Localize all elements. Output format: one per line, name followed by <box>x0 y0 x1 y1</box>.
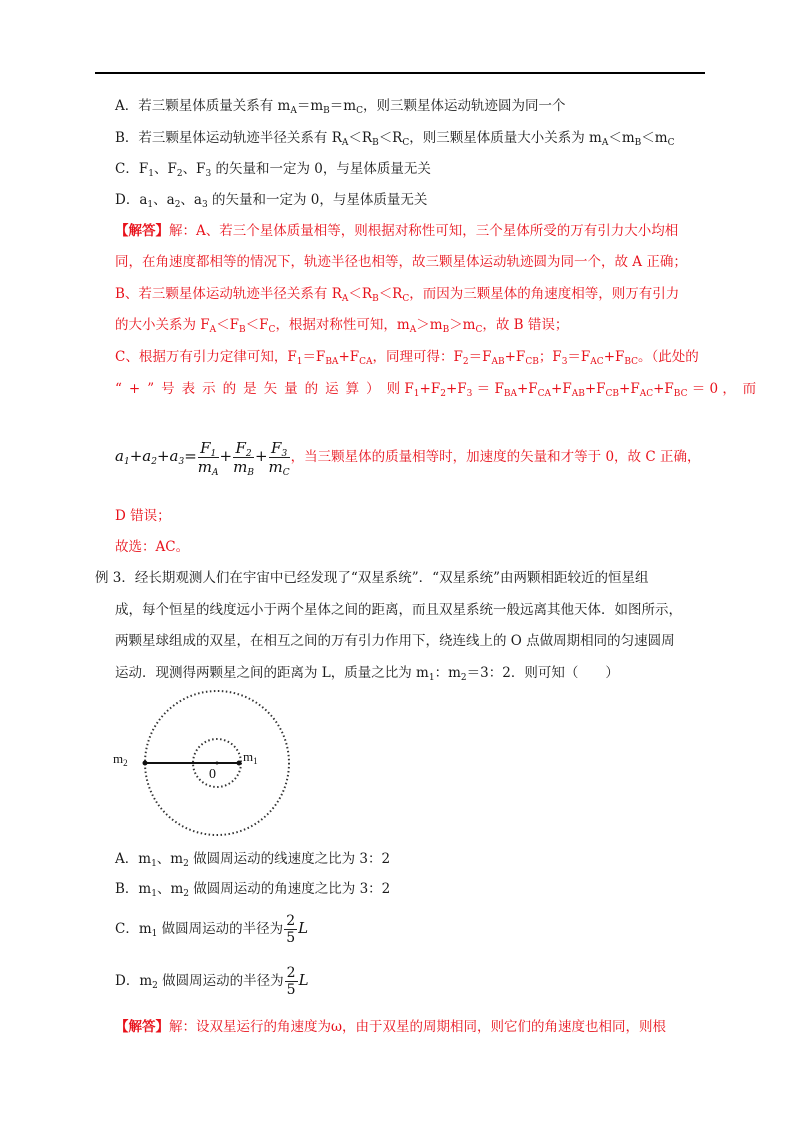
option-a-1: A．若三颗星体质量关系有 $m_A=m_B=m_C$，则三颗星体运动轨迹圆为同一个 <box>115 98 566 116</box>
label-m1: $m_1$ <box>243 749 258 766</box>
fraction-two-fifths: $\frac{2}{5}$ <box>286 965 296 998</box>
center-point-o <box>216 762 219 765</box>
answer-tag: 【解答】 <box>115 1019 169 1035</box>
answer1-line6: “+”号表示的是矢量的运算）则 $F_1+F_2+F_3 = F_{BA}+F_{CA}+F_{AB}+F_{CB}+F_{AC}+F_{BC} = 0$ ， 而 <box>115 381 757 399</box>
example3-line1: 例 3．经长期观测人们在宇宙中已经发现了“双星系统”．“双星系统”由两颗相距较近的恒星组 <box>95 570 649 586</box>
option-d-2: D．$m_2$ 做圆周运动的半径为 $\frac{2}{5}$ L <box>115 965 309 998</box>
fraction-f2-mb: $\frac{F_2}{m_B}$ <box>233 439 254 478</box>
answer1-line4: 的大小关系为 $F_A<F_B<F_C$，根据对称性可知，$m_A>m_B>m_C$，故 B 错误； <box>115 317 569 335</box>
fraction-f3-mc: $\frac{F_3}{m_C}$ <box>268 439 290 478</box>
binary-star-diagram <box>105 690 335 840</box>
option-c-1: C．$F_1$、$F_2$、$F_3$ 的矢量和一定为 0，与星体质量无关 <box>115 161 431 179</box>
fraction-f1-ma: $\frac{F_1}{m_A}$ <box>197 439 219 478</box>
answer1-line5: C、根据万有引力定律可知，$F_1=F_{BA}+F_{CA}$，同理可得：$F_2=F_{AB}+F_{CB}$；$F_3=F_{AC}+F_{BC}$。（此处的 <box>115 349 699 367</box>
example3-line2: 成，每个恒星的线度远小于两个星体之间的距离，而且双星系统一般远离其他天体．如图所示， <box>115 602 682 618</box>
answer1-line8: D 错误； <box>115 508 171 524</box>
example3-line3: 两颗星球组成的双星，在相互之间的万有引力作用下，绕连线上的 O 点做周期相同的匀速圆周 <box>115 633 675 649</box>
star-m2 <box>143 761 148 766</box>
option-b-2: B．$m_1$、$m_2$ 做圆周运动的角速度之比为 3：2 <box>115 881 391 899</box>
answer1-line3: B、若三颗星体运动轨迹半径关系有 $R_A<R_B<R_C$，而因为三颗星体的角速度相等，则万有引力 <box>115 286 680 304</box>
example3-line4: 运动．现测得两颗星之间的距离为 L，质量之比为 $m_1$：$m_2=3$：2．则可知（ ） <box>115 665 619 683</box>
option-c-2: C．$m_1$ 做圆周运动的半径为 $\frac{2}{5}$ L <box>115 913 309 946</box>
header-rule <box>95 72 705 74</box>
option-a-2: A．$m_1$、$m_2$ 做圆周运动的线速度之比为 3：2 <box>115 851 391 869</box>
answer1-line1: 【解答】解：A、若三个星体质量相等，则根据对称性可知，三个星体所受的万有引力大小均相 <box>115 223 679 239</box>
answer-tag: 【解答】 <box>115 223 169 239</box>
star-m1 <box>237 761 242 766</box>
answer2-line1: 【解答】解：设双星运行的角速度为ω，由于双星的周期相同，则它们的角速度也相同，则根 <box>115 1019 667 1035</box>
formula-line: $a_1+a_2+a_3=$ $\frac{F_1}{m_A}$ + $\frac{F_2}{m_B}$ + $\frac{F_3}{m_C}$ ，当三颗星体的质量相等时，加速度的矢量和才等于 0，故 C 正确， <box>115 439 701 478</box>
formula-lhs: $a_1+a_2+a_3=$ <box>115 447 197 467</box>
label-o: 0 <box>209 767 216 782</box>
fraction-two-fifths: $\frac{2}{5}$ <box>286 913 296 946</box>
answer1-choice: 故选：AC。 <box>115 539 190 555</box>
label-m2: $m_2$ <box>113 751 128 768</box>
option-d-1: D．$a_1$、$a_2$、$a_3$ 的矢量和一定为 0，与星体质量无关 <box>115 192 428 210</box>
option-b-1: B．若三颗星体运动轨迹半径关系有 $R_A<R_B<R_C$，则三颗星体质量大小关系为 $m_A<m_B<m_C$ <box>115 130 675 148</box>
answer1-line2: 同，在角速度都相等的情况下，轨迹半径也相等，故三颗星体运动轨迹圆为同一个，故 A 正确； <box>115 254 687 270</box>
